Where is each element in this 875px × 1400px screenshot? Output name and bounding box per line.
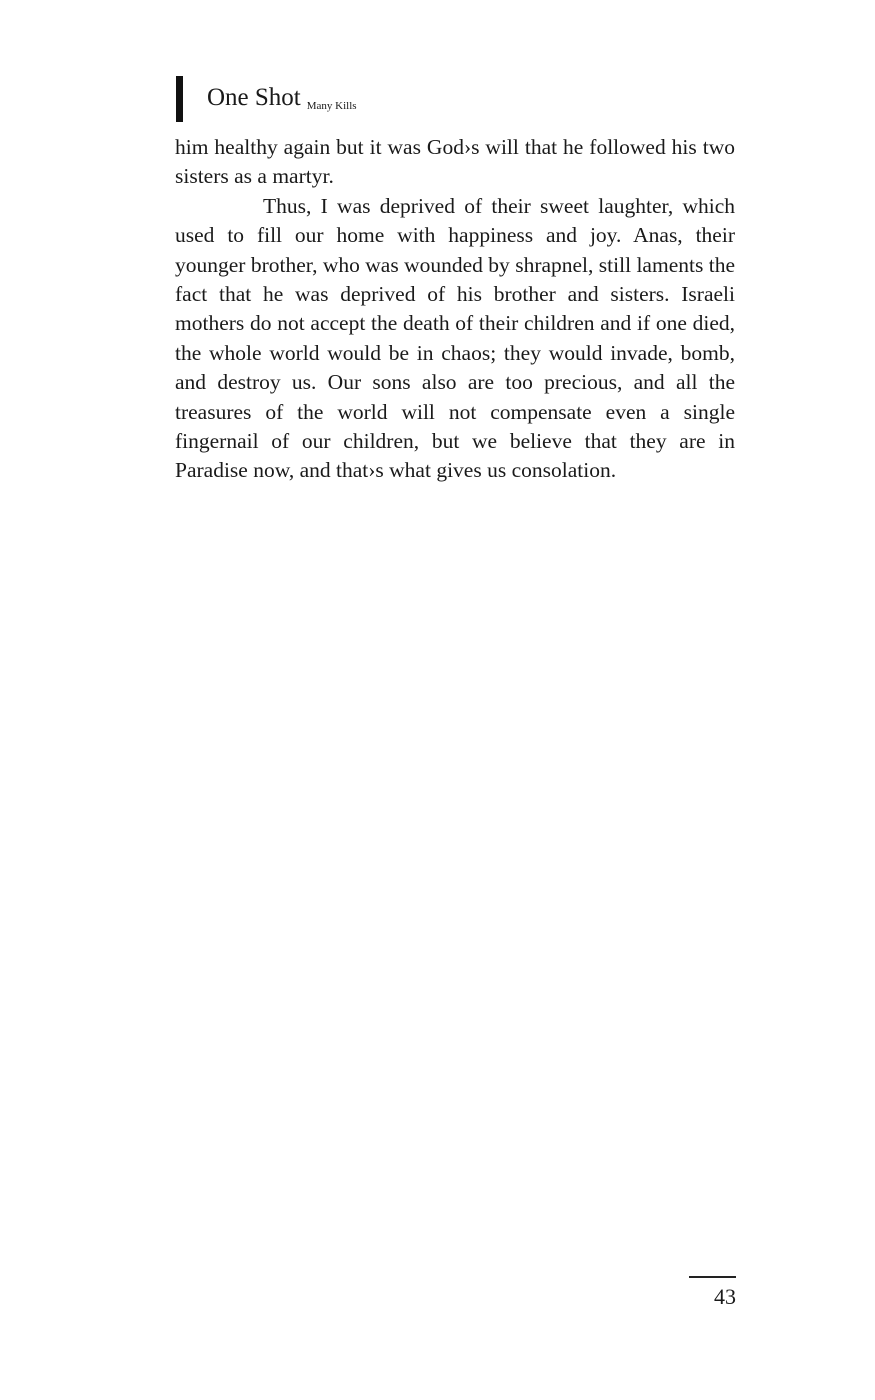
header-subtitle: Many Kills bbox=[306, 100, 357, 112]
paragraph-continued: him healthy again but it was God›s will that he followed his two sisters as a martyr. bbox=[175, 135, 735, 189]
header-bar bbox=[176, 76, 183, 122]
paragraph: Thus, I was deprived of their sweet laughter, which used to fill our home with happiness and joy. Anas, their younger brother, who was wounded by shrapnel, still laments the fact that he was deprived of his brother and sisters. Israeli mothers do not accept the death of their children and if one died, the whole world would be in chaos; they would invade, bomb, and destroy us. Our sons also are too precious, and all the treasures of the world will not compensate even a single fingernail of our children, but we believe that they are in Paradise now, and that›s what gives us consolation. bbox=[175, 193, 735, 483]
running-header bbox=[176, 76, 357, 124]
body-text bbox=[175, 133, 735, 486]
page-number-rule bbox=[689, 1276, 736, 1278]
header-title: One Shot bbox=[207, 84, 301, 111]
page-number: 43 bbox=[714, 1284, 736, 1309]
